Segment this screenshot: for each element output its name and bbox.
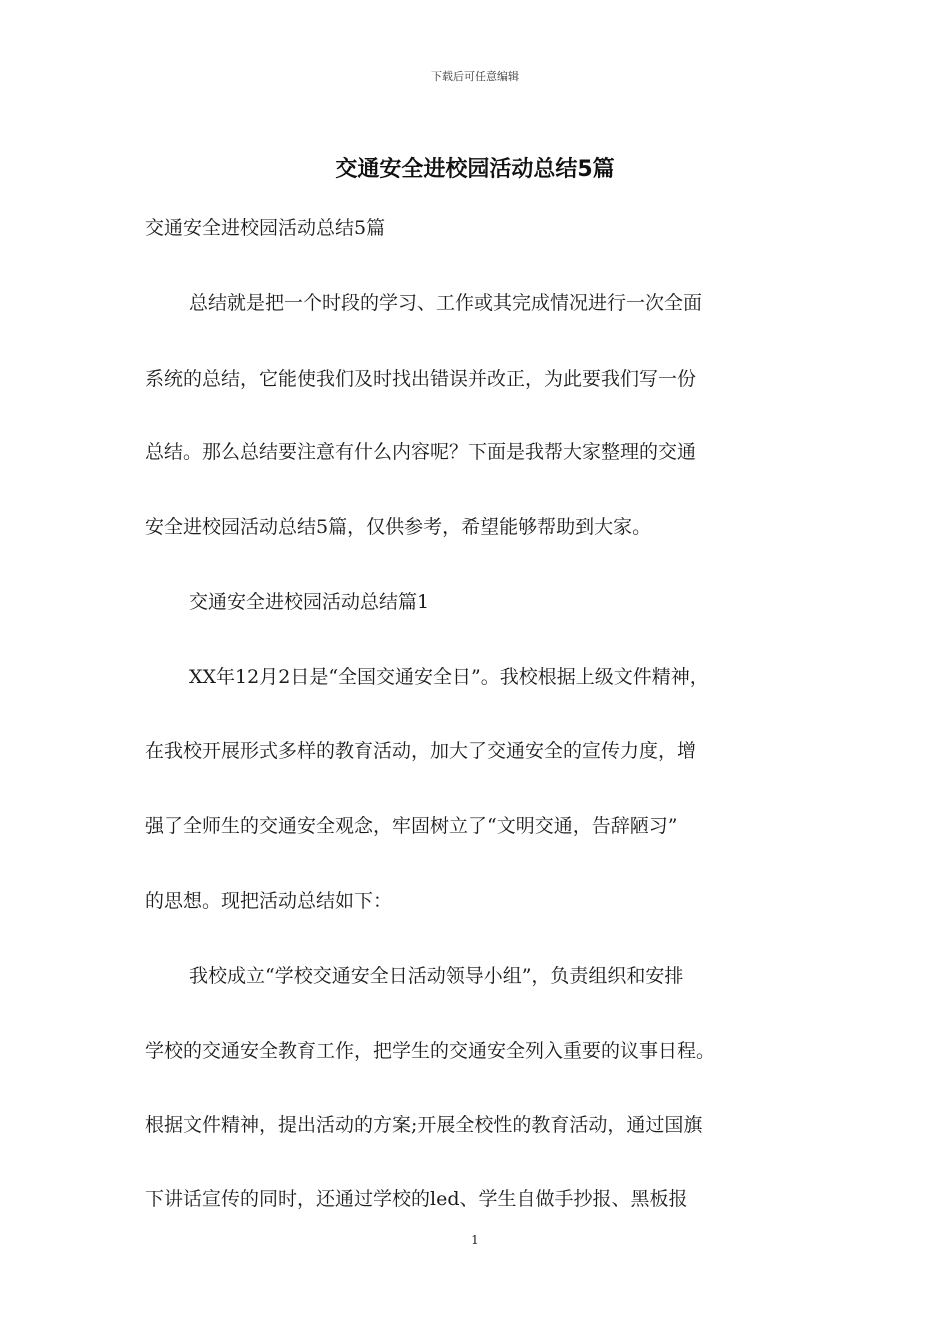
paragraph-line: XX年12月2日是“全国交通安全日”。我校根据上级文件精神， bbox=[189, 666, 709, 688]
paragraph-line: 根据文件精神，提出活动的方案;开展全校性的教育活动，通过国旗 bbox=[145, 1114, 703, 1136]
paragraph-line: 下讲话宣传的同时，还通过学校的led、学生自做手抄报、黑板报 bbox=[145, 1188, 688, 1210]
document-title: 交通安全进校园活动总结5篇 bbox=[335, 157, 615, 182]
paragraph-line: 强了全师生的交通安全观念，牢固树立了“文明交通，告辞陋习” bbox=[145, 815, 678, 837]
paragraph-line: 我校成立“学校交通安全日活动领导小组”，负责组织和安排 bbox=[189, 965, 684, 987]
page-header-note: 下载后可任意编辑 bbox=[431, 70, 519, 83]
page-number: 1 bbox=[471, 1233, 479, 1247]
paragraph-line: 总结。那么总结要注意有什么内容呢？下面是我帮大家整理的交通 bbox=[145, 441, 697, 463]
section-heading: 交通安全进校园活动总结篇1 bbox=[189, 591, 430, 613]
paragraph-line: 学校的交通安全教育工作，把学生的交通安全列入重要的议事日程。 bbox=[145, 1040, 716, 1062]
paragraph-line: 在我校开展形式多样的教育活动，加大了交通安全的宣传力度，增 bbox=[145, 740, 697, 762]
paragraph-line: 总结就是把一个时段的学习、工作或其完成情况进行一次全面 bbox=[189, 292, 703, 314]
paragraph-line: 安全进校园活动总结5篇，仅供参考，希望能够帮助到大家。 bbox=[145, 516, 652, 538]
paragraph-line: 系统的总结，它能使我们及时找出错误并改正，为此要我们写一份 bbox=[145, 368, 697, 390]
paragraph-line: 的思想。现把活动总结如下： bbox=[145, 890, 393, 912]
document-subtitle: 交通安全进校园活动总结5篇 bbox=[145, 217, 386, 239]
